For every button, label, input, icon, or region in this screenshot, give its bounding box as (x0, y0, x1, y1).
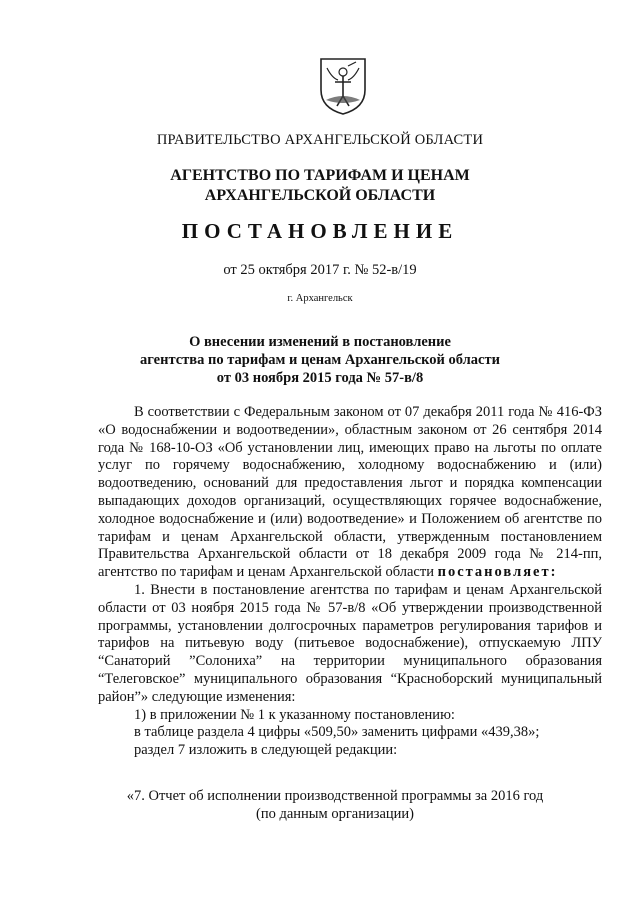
government-name: ПРАВИТЕЛЬСТВО АРХАНГЕЛЬСКОЙ ОБЛАСТИ (156, 132, 484, 148)
date-and-number: от 25 октября 2017 г. № 52-в/19 (223, 262, 417, 278)
agency-name (0, 166, 640, 206)
item-1-paragraph: 1. Внести в постановление агентства по тарифам и ценам Архангельской области от 03 ноября 2015 года № 57-в/8 «Об утверждении производственной программы, установлении долгосрочных параметров регулирования тарифов и тарифов на питьевую воду (питьевое водоснабжение), отпускаемую ЛПУ “Санаторий ”Солониха” на территории муниципального образования “Телеговское” муниципального образования “Красноборский муниципальный район”» следующие изменения: (98, 581, 602, 705)
section-7-heading (0, 787, 640, 823)
agency-name-line2: АРХАНГЕЛЬСКОЙ ОБЛАСТИ (204, 187, 436, 204)
resolves-word: постановляет: (437, 564, 558, 581)
city: г. Архангельск (287, 293, 353, 304)
document-type: ПОСТАНОВЛЕНИЕ (181, 219, 459, 243)
sub-item-3: раздел 7 изложить в следующей редакции: (134, 742, 398, 759)
sub-item-1: 1) в приложении № 1 к указанному постановлению: (134, 706, 455, 723)
document-title (0, 333, 640, 387)
coat-of-arms-icon (318, 56, 368, 116)
document-body (98, 404, 602, 760)
section-7-line1: «7. Отчет об исполнении производственной программы за 2016 год (126, 788, 544, 804)
title-line3: от 03 ноября 2015 года № 57-в/8 (216, 370, 424, 386)
title-line1: О внесении изменений в постановление (189, 334, 451, 350)
sub-item-2: в таблице раздела 4 цифры «509,50» заменить цифрами «439,38»; (134, 724, 540, 741)
preamble-text: В соответствии с Федеральным законом от 07 декабря 2011 года № 416-ФЗ «О водоснабжении и водоотведении», областным законом от 26 сентября 2014 года № 168-10-ОЗ «Об установлении лиц, имеющих право на льготы по оплате услуг по горячему водоснабжению, холодному водоснабжению и (или) водоотведению, оснований для предоставления льгот и порядка компенсации выпадающих доходов организаций, осуществляющих горячее водоснабжение, холодное водоснабжение и (или) водоотведение» и Положением об агентстве по тарифам и ценам Архангельской области, утвержденным постановлением Правительства Архангельской области от 18 декабря 2009 года № 214-пп, агентство по тарифам и ценам Архангельской области (98, 404, 602, 581)
title-line2: агентства по тарифам и ценам Архангельской области (140, 352, 500, 368)
agency-name-line1: АГЕНТСТВО ПО ТАРИФАМ И ЦЕНАМ (170, 167, 470, 184)
section-7-line2: (по данным организации) (255, 806, 414, 822)
preamble-paragraph (98, 404, 602, 582)
